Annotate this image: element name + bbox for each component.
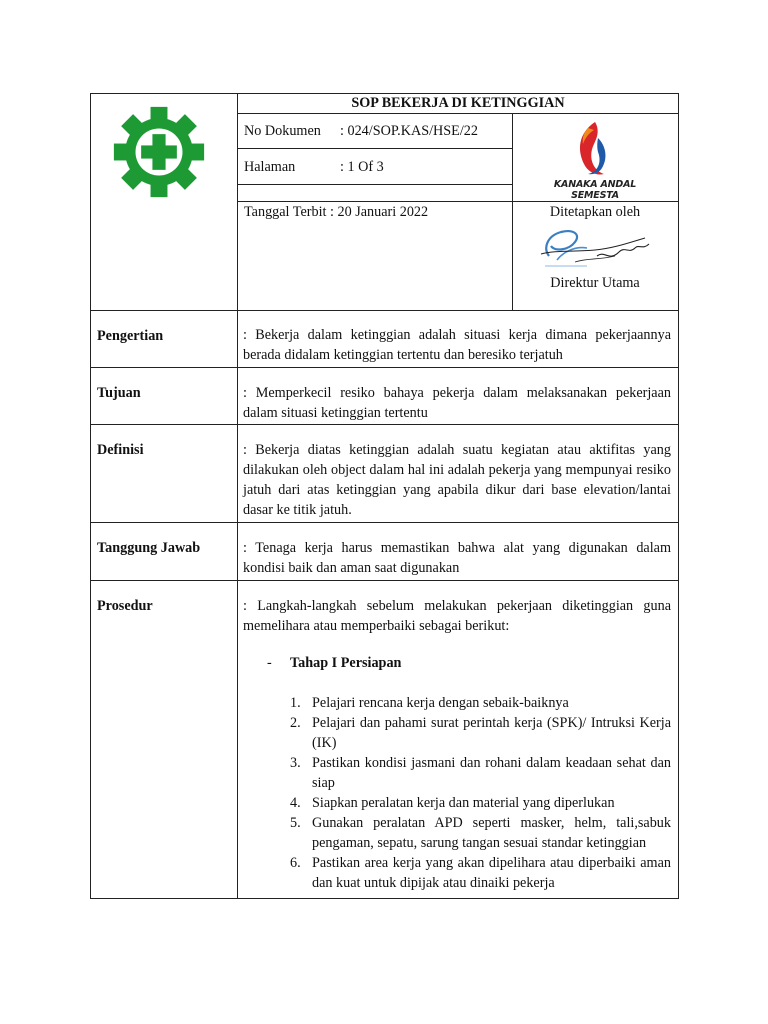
pengertian-text: : Bekerja dalam ketinggian adalah situasi kerja dimana pekerjaannya berada didalam ketinggian tertentu dan beresiko terjatuh: [243, 327, 671, 363]
list-item: [290, 793, 671, 813]
issue-date: Tanggal Terbit : 20 Januari 2022: [244, 204, 429, 220]
approver-title: Direktur Utama: [550, 275, 640, 291]
tujuan-text: : Memperkecil resiko bahaya pekerja dalam melaksanakan pekerjaan dalam situasi ketinggian tertentu: [243, 385, 671, 421]
step-text: Pastikan area kerja yang akan dipelihara atau diperbaiki aman dan kuat untuk dipijak atau dinaiki pekerja: [312, 855, 671, 891]
procedure-steps: [290, 693, 671, 893]
company-logo-text: KANAKA ANDAL SEMESTA: [553, 179, 637, 201]
kanaka-flame-icon: [540, 118, 650, 180]
step-number: 3.: [290, 755, 301, 771]
definisi-label: Definisi: [97, 442, 144, 458]
step-number: 2.: [290, 715, 301, 731]
tujuan-label: Tujuan: [97, 385, 141, 401]
step-text: Siapkan peralatan kerja dan material yang diperlukan: [312, 795, 615, 811]
step-text: Pelajari dan pahami surat perintah kerja (SPK)/ Intruksi Kerja (IK): [312, 715, 671, 751]
list-item: [290, 713, 671, 753]
step-text: Gunakan peralatan APD seperti masker, helm, tali,sabuk pengaman, sepatu, sarung tangan sesuai standar ketinggian: [312, 815, 671, 851]
step-number: 4.: [290, 795, 301, 811]
prosedur-intro: : Langkah-langkah sebelum melakukan pekerjaan diketinggian guna memelihara atau memperbaiki sebagai berikut:: [243, 598, 671, 634]
list-item: [290, 753, 671, 793]
step-number: 6.: [290, 855, 301, 871]
definisi-text: : Bekerja diatas ketinggian adalah suatu kegiatan atau aktifitas yang dilakukan oleh object dalam hal ini adalah pekerja yang mempunyai resiko jatuh dari atas ketinggian yang apabila dikur dari base elevation/lantai dasar ke titik jatuh.: [243, 442, 671, 518]
document-title: SOP BEKERJA DI KETINGGIAN: [351, 95, 565, 111]
tanggung-jawab-text: : Tenaga kerja harus memastikan bahwa alat yang digunakan dalam kondisi baik dan aman saat digunakan: [243, 540, 671, 576]
page-label: Halaman: [244, 159, 296, 175]
company-logo: [540, 118, 650, 201]
list-item: [290, 813, 671, 853]
step-text: Pelajari rencana kerja dengan sebaik-baiknya: [312, 695, 569, 711]
gear-cross-icon: [112, 105, 206, 199]
doc-number-label: No Dokumen: [244, 123, 321, 139]
stage-title: Tahap I Persiapan: [290, 655, 402, 671]
page-value: : 1 Of 3: [340, 159, 384, 175]
stage-dash: -: [267, 655, 272, 671]
prosedur-label: Prosedur: [97, 598, 153, 614]
doc-number-value: : 024/SOP.KAS/HSE/22: [340, 123, 478, 139]
step-number: 5.: [290, 815, 301, 831]
tanggung-jawab-label: Tanggung Jawab: [97, 540, 201, 556]
step-number: 1.: [290, 695, 301, 711]
pengertian-label: Pengertian: [97, 328, 164, 344]
signature-icon: [535, 226, 660, 272]
approved-by-label: Ditetapkan oleh: [549, 204, 641, 220]
list-item: [290, 693, 671, 713]
list-item: [290, 853, 671, 893]
step-text: Pastikan kondisi jasmani dan rohani dalam keadaan sehat dan siap: [312, 755, 671, 791]
